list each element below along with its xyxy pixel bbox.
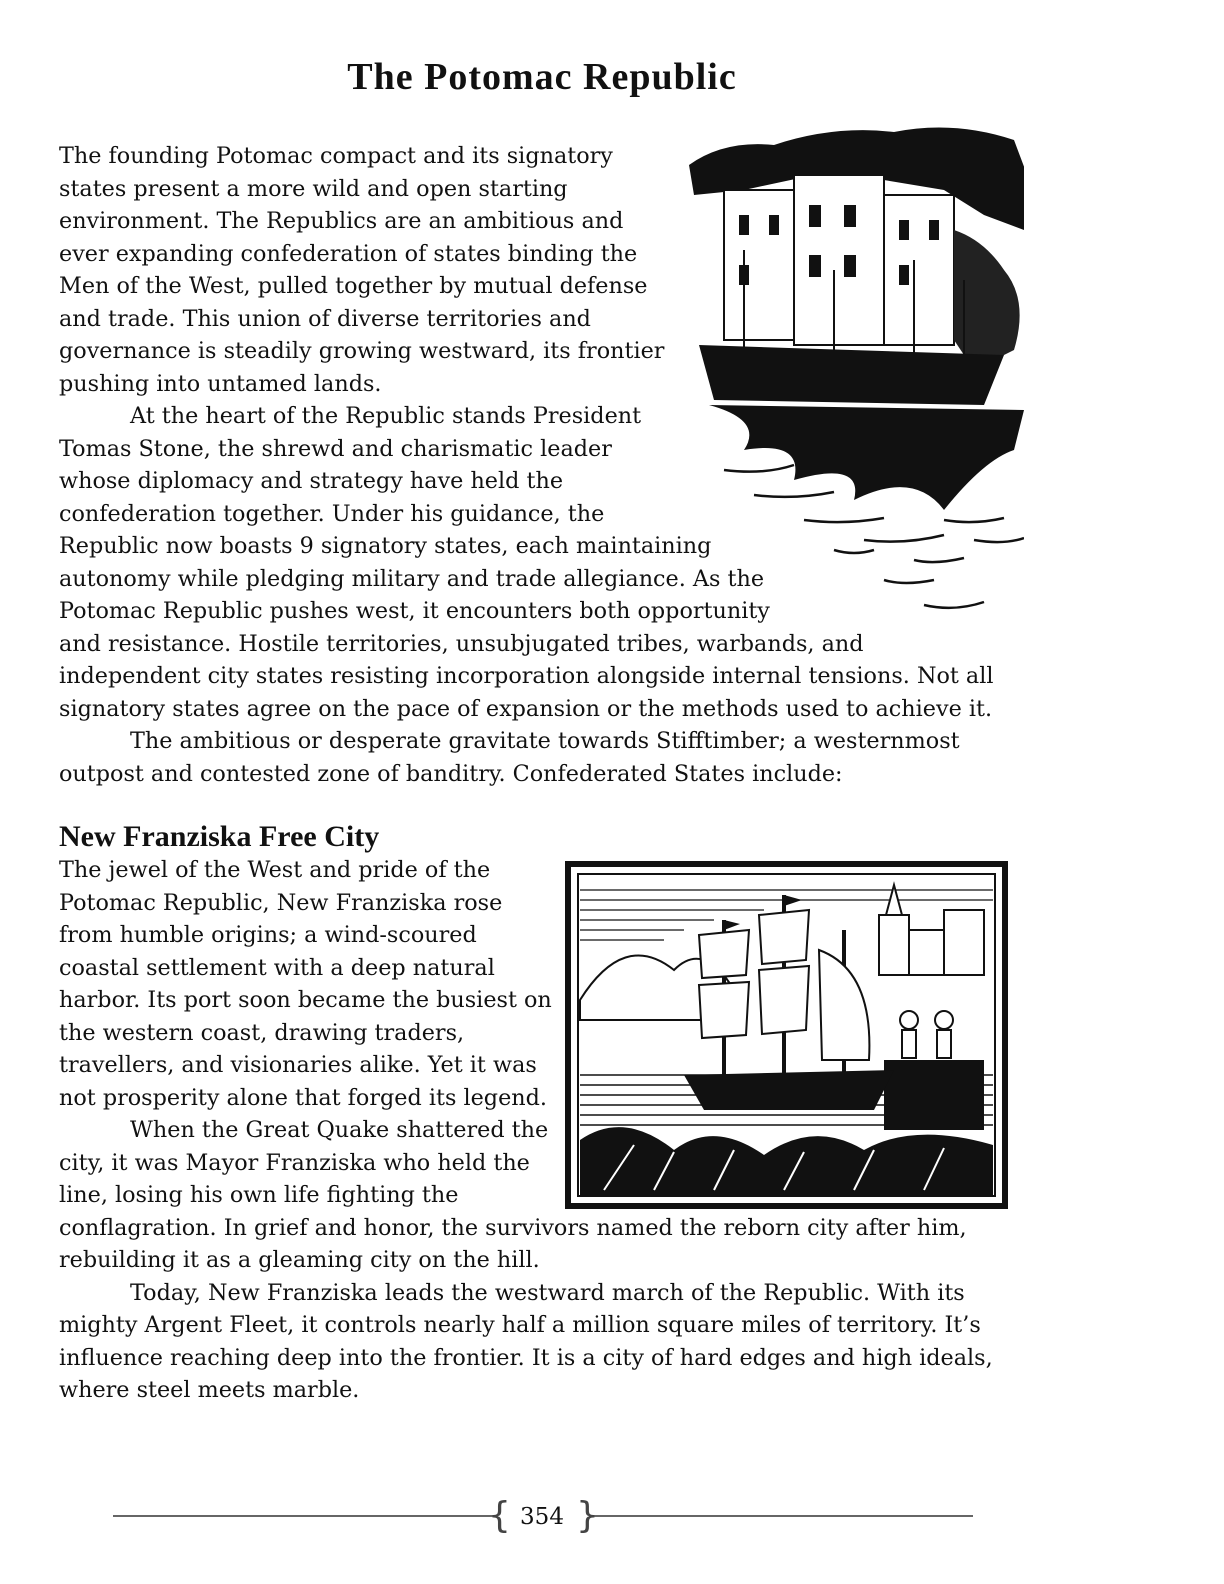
section-paragraph-3: Today, New Franziska leads the westward march of the Republic. With its mighty Argent Fleet, it controls nearly half a million square miles of territory. It’s influence reaching deep into the frontier. It is a city of hard edges and high ideals, where steel meets marble. xyxy=(59,1279,993,1403)
ship-woodcut-illustration xyxy=(564,860,1009,1210)
left-brace-icon: { xyxy=(488,1495,511,1536)
section-paragraph-2: When the Great Quake shattered the city, it was Mayor Franziska who held the line, losing his own life fighting the conflagration. In grief and honor, the survivors named the reborn city after him, rebuilding it as a gleaming city on the hill. xyxy=(59,1117,967,1273)
intro-paragraph-2: At the heart of the Republic stands President Tomas Stone, the shrewd and charismatic leader whose diplomacy and strategy have held the confederation together. Under his guidance, the Republic now boasts 9 signatory states, each maintaining autonomy while pledging military and trade allegiance. As the Potomac Republic pushes west, it encounters both opportunity and resistance. Hostile territories, unsubjugated tribes, warbands, and independent city states resisting incorporation alongside internal tensions. Not all signatory states agree on the pace of expansion or the methods used to achieve it. xyxy=(59,403,994,722)
harbor-illustration xyxy=(684,120,1024,620)
footer-rule-right xyxy=(592,1515,973,1517)
footer-rule-left xyxy=(113,1515,493,1517)
intro-paragraph-3: The ambitious or desperate gravitate towards Stifftimber; a westernmost outpost and contested zone of banditry. Confederated States include: xyxy=(59,728,960,787)
main-text xyxy=(59,140,1009,1407)
right-brace-icon: } xyxy=(576,1495,599,1536)
section-paragraph-1: The jewel of the West and pride of the Potomac Republic, New Franziska rose from humble origins; a wind-scoured coastal settlement with a deep natural harbor. Its port soon became the busiest on the western coast, drawing traders, travellers, and visionaries alike. Yet it was not prosperity alone that forged its legend. xyxy=(59,857,552,1111)
page-number: 354 xyxy=(520,1504,564,1530)
page-title: The Potomac Republic xyxy=(347,56,737,98)
intro-paragraph-1: The founding Potomac compact and its signatory states present a more wild and open starting environment. The Republics are an ambitious and ever expanding confederation of states binding the Men of the West, pulled together by mutual defense and trade. This union of diverse territories and governance is steadily growing westward, its frontier pushing into untamed lands. xyxy=(59,143,665,397)
section-heading: New Franziska Free City xyxy=(59,820,380,853)
